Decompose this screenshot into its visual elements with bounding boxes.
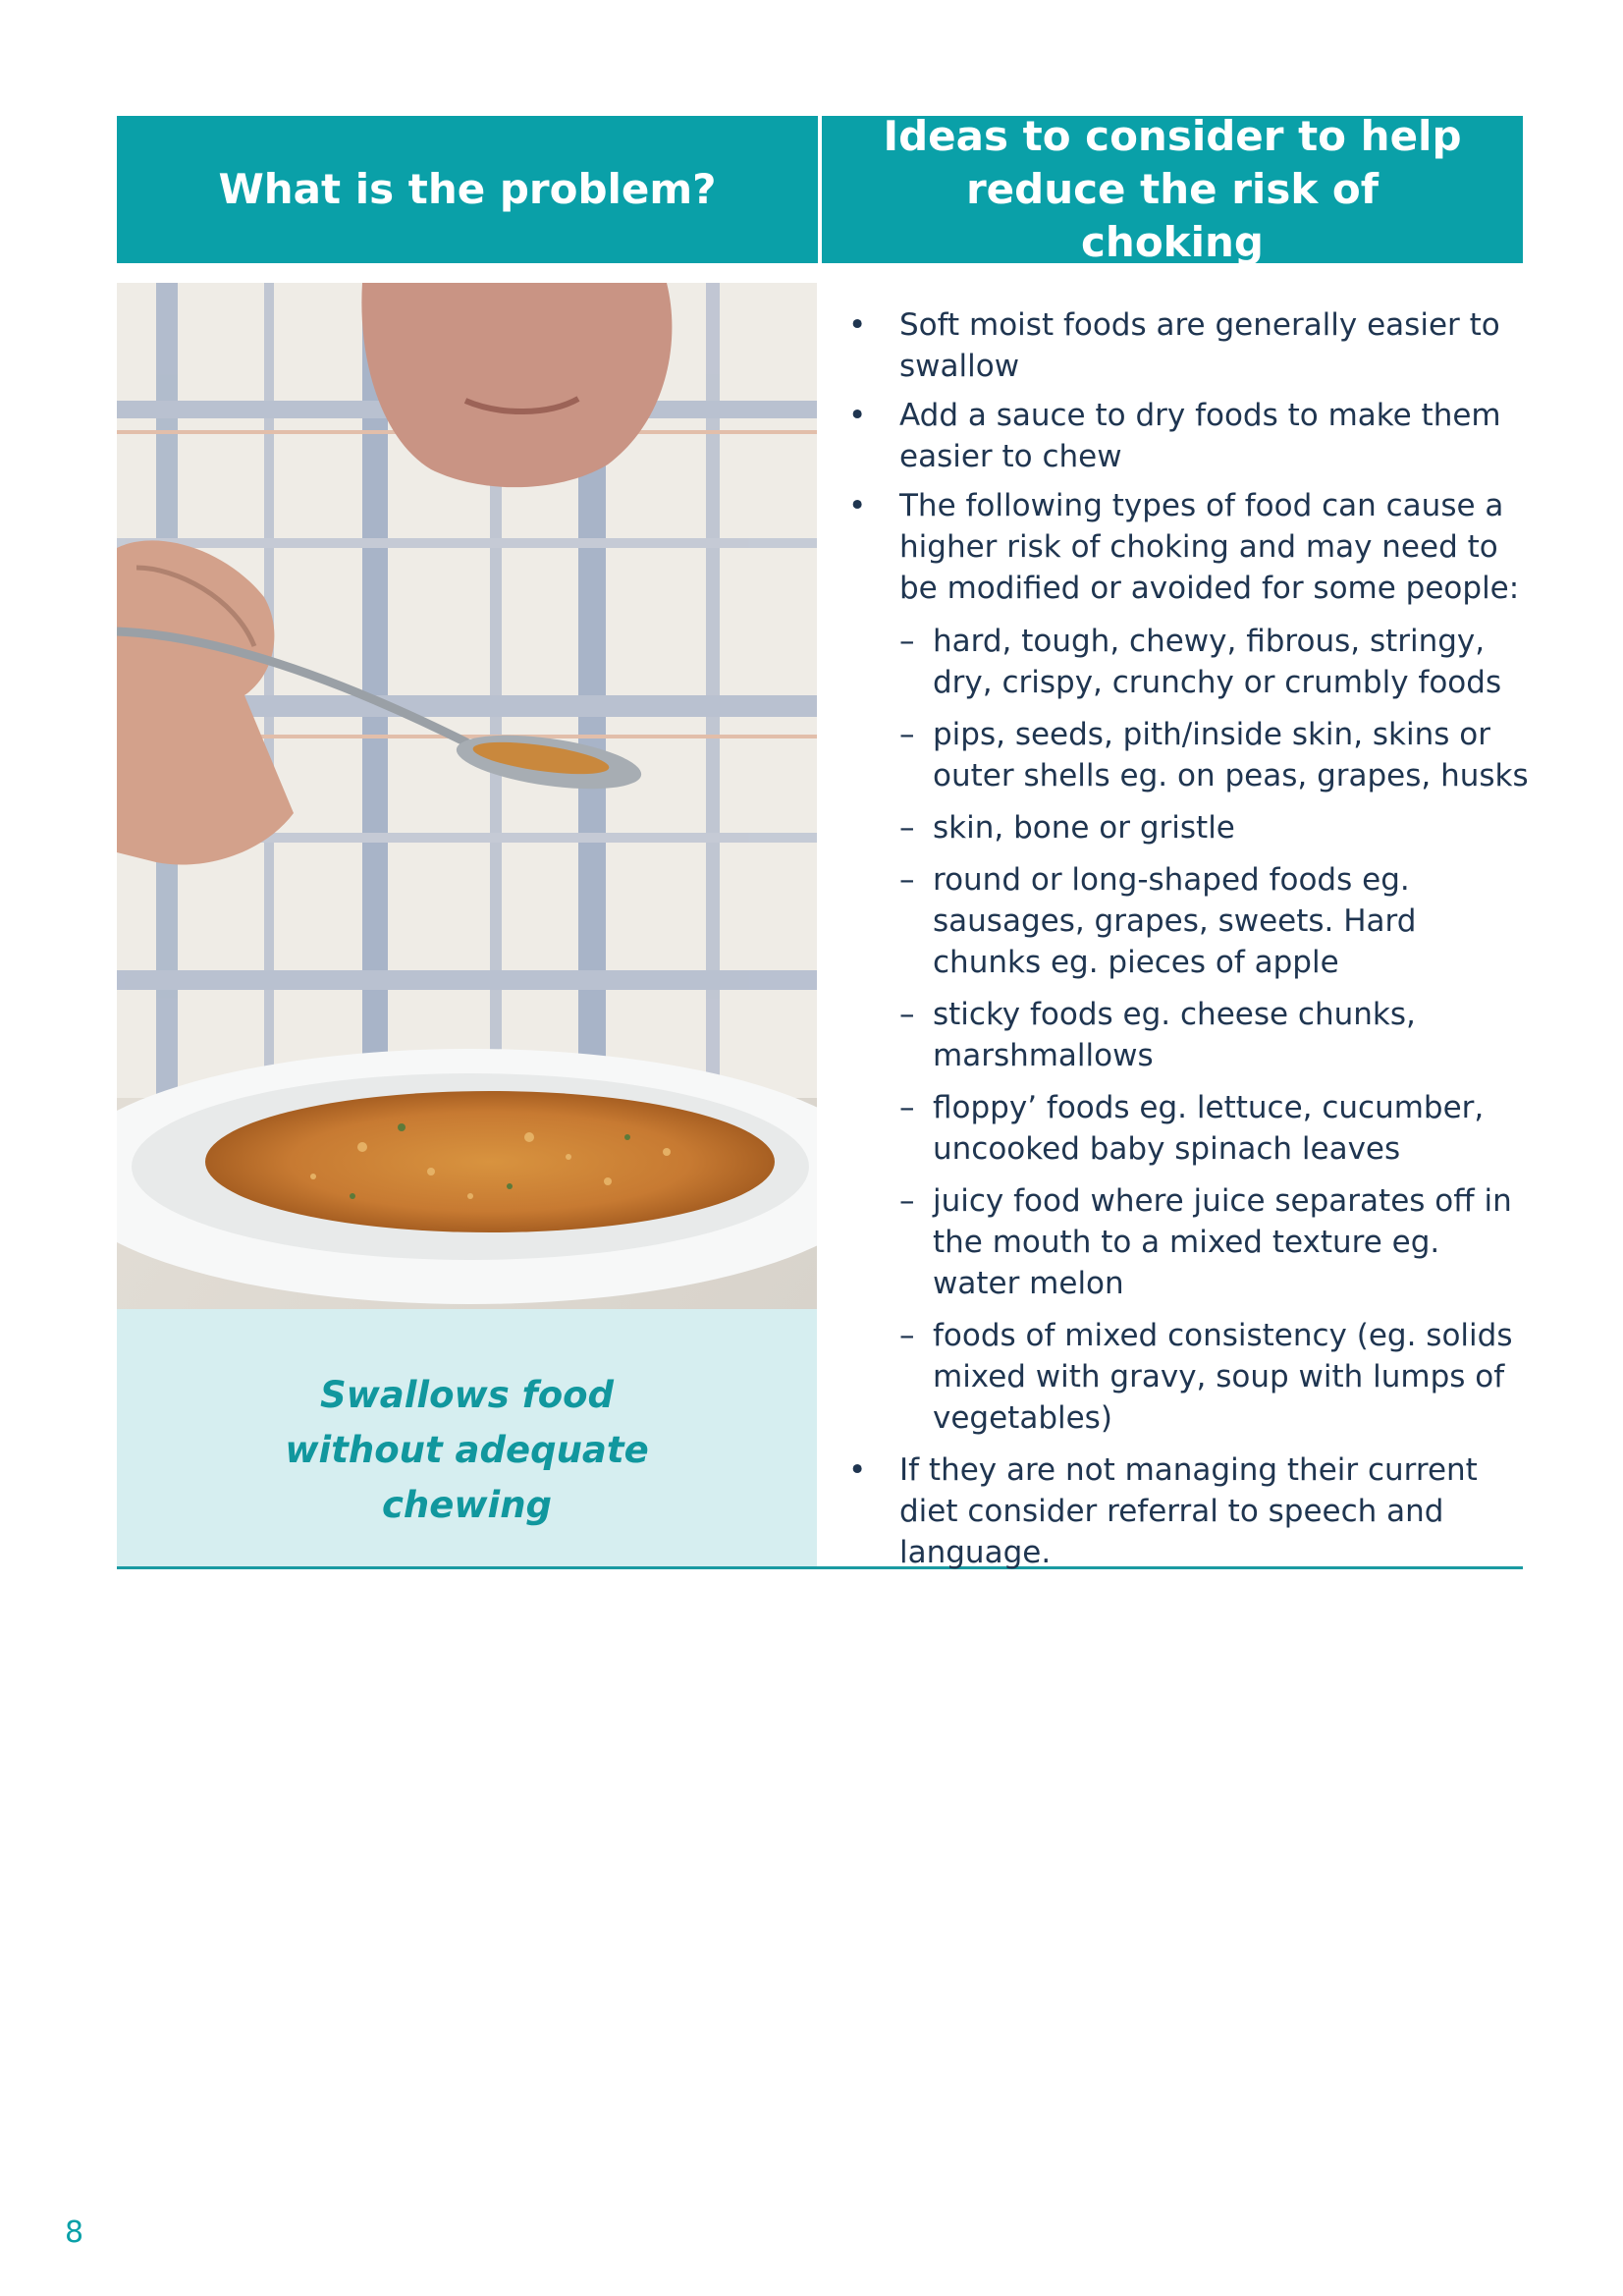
- bullet-text: The following types of food can cause a higher risk of choking and may need to be modified or avoided for some people:: [899, 488, 1520, 606]
- bullet-item: • Soft moist foods are generally easier to swallow: [844, 304, 1532, 387]
- bullet-item: • Add a sauce to dry foods to make them easier to chew: [844, 395, 1532, 477]
- sub-item: – floppy’ foods eg. lettuce, cucumber, uncooked baby spinach leaves: [844, 1087, 1532, 1170]
- ideas-list: [844, 304, 1532, 1581]
- sub-item: – skin, bone or gristle: [844, 807, 1532, 848]
- ideas-column-header: [822, 112, 1523, 266]
- sub-item: – hard, tough, chewy, fibrous, stringy, dry, crispy, crunchy or crumbly foods: [844, 621, 1532, 703]
- problem-caption-box: [117, 1309, 817, 1566]
- sub-item: – juicy food where juice separates off in the mouth to a mixed texture eg. water melon: [844, 1180, 1532, 1304]
- sub-item: – pips, seeds, pith/inside skin, skins or outer shells eg. on peas, grapes, husks: [844, 714, 1532, 796]
- page-number: 8: [65, 2215, 84, 2250]
- problem-header-title: What is the problem?: [218, 165, 717, 213]
- ideas-header-title: Ideas to consider to help reduce the risk of choking: [883, 112, 1462, 266]
- bullet-item: [844, 485, 1532, 609]
- sub-item: – sticky foods eg. cheese chunks, marshmallows: [844, 994, 1532, 1076]
- elderly-man-eating-soup-photo: [117, 283, 817, 1309]
- problem-column-header: [117, 116, 818, 263]
- sub-item: – round or long-shaped foods eg. sausages, grapes, sweets. Hard chunks eg. pieces of apple: [844, 859, 1532, 983]
- problem-caption: Swallows food without adequate chewing: [285, 1373, 649, 1526]
- sub-item: – foods of mixed consistency (eg. solids mixed with gravy, soup with lumps of vegetables): [844, 1315, 1532, 1439]
- bullet-item: • If they are not managing their current diet consider referral to speech and language.: [844, 1449, 1532, 1573]
- choking-risk-food-list: [844, 621, 1532, 1439]
